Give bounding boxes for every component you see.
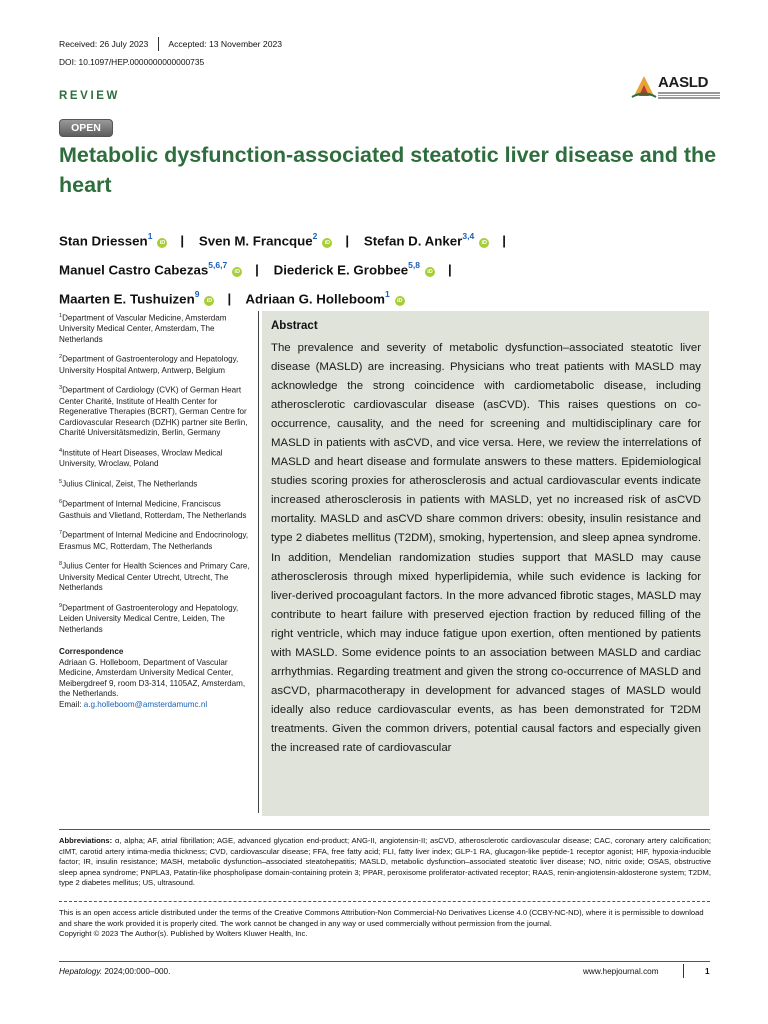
affiliation-item: $^1$Department of Vascular Medicine, Amsterdam University Medical Center, Amsterdam, The Netherlands xyxy=(59,313,227,344)
author-name[interactable]: Manuel Castro Cabezas xyxy=(59,262,209,278)
author-affiliation: 9 xyxy=(194,288,200,299)
journal-name: Hepatology. xyxy=(59,967,103,976)
affiliation-item: $^4$Institute of Heart Diseases, Wroclaw Medical University, Wroclaw, Poland xyxy=(59,447,223,469)
license-text: This is an open access article distributed under the terms of the Creative Commons Attribution-Non Commercial-No Derivatives License 4.0 (CCBY-NC-ND), where it is permissible to download and share the work provided it is properly cited. The work cannot be changed in any way or used commercially without permission from the journal. xyxy=(59,908,704,928)
open-access-badge[interactable]: OPEN xyxy=(59,119,113,137)
section-label: REVIEW xyxy=(59,90,120,102)
abbreviations-label: Abbreviations: xyxy=(59,836,113,845)
orcid-icon[interactable]: iD xyxy=(479,238,489,248)
abbreviations xyxy=(59,836,711,889)
aasld-logo-icon xyxy=(630,72,658,100)
author-affiliation: 5,8 xyxy=(408,259,420,270)
author-name[interactable]: Diederick E. Grobbee xyxy=(273,262,409,278)
column-divider xyxy=(258,311,259,813)
affiliation-item: $^8$Julius Center for Health Sciences and Primary Care, University Medical Center Utrecht, Utrecht, The Netherlands xyxy=(59,561,250,593)
article-dates xyxy=(59,37,282,51)
orcid-icon[interactable]: iD xyxy=(425,267,435,277)
footer-divider xyxy=(59,961,710,962)
author-name[interactable]: Maarten E. Tushuizen xyxy=(59,291,195,307)
divider xyxy=(158,37,159,51)
author-name[interactable]: Stan Driessen xyxy=(59,233,148,249)
citation-details: 2024;00:000–000. xyxy=(102,967,171,976)
correspondence-email xyxy=(59,700,251,711)
author-affiliation: 2 xyxy=(312,231,318,241)
affiliation-item: $^9$Department of Gastroenterology and Hepatology, Leiden University Medical Centre, Leiden, The Netherlands xyxy=(59,602,239,634)
author-affiliation: 3,4 xyxy=(462,231,475,241)
affiliations xyxy=(59,311,251,710)
author-name[interactable]: Stefan D. Anker xyxy=(363,233,463,249)
affiliation-item: $^6$Department of Internal Medicine, Franciscus Gasthuis and Vlietland, Rotterdam, The Netherlands xyxy=(59,499,247,520)
abstract-box xyxy=(262,311,709,816)
journal-url[interactable]: www.hepjournal.com xyxy=(583,967,659,976)
dashed-divider xyxy=(59,901,710,902)
license-block xyxy=(59,908,711,940)
correspondence-heading: Correspondence xyxy=(59,647,124,657)
author-name[interactable]: Sven M. Francque xyxy=(198,233,313,249)
logo-subtext xyxy=(658,92,720,98)
orcid-icon[interactable]: iD xyxy=(204,296,214,306)
correspondence-text: Adriaan G. Holleboom, Department of Vascular Medicine, Amsterdam University Medical Center, Meibergdreef 9, room D3-314, 1105AZ, Amsterdam, the Netherlands. xyxy=(59,657,246,699)
author-name[interactable]: Adriaan G. Holleboom xyxy=(245,291,386,307)
abstract-heading: Abstract xyxy=(271,320,318,332)
email-label: Email: xyxy=(59,699,82,709)
author-affiliation: 5,6,7 xyxy=(208,259,228,270)
logo-text: AASLD xyxy=(658,74,709,91)
page-number: 1 xyxy=(705,967,710,976)
journal-citation xyxy=(59,967,170,976)
copyright-text: Copyright © 2023 The Author(s). Published by Wolters Kluwer Health, Inc. xyxy=(59,929,308,939)
orcid-icon[interactable]: iD xyxy=(322,238,332,248)
doi: DOI: 10.1097/HEP.0000000000000735 xyxy=(59,57,205,67)
author-list: Stan Driessen$^1$iD | Sven M. Francque$^2$iD | Stefan D. Anker$^{3,4}$iD | Manuel Castro Cabezas$^{5,6,7}$iD | Diederick E. Grobbee$^{5,8}$iD | Maarten E. Tushuizen$^9$iD | Adriaan G. Holleboom$^1$iD xyxy=(59,231,506,307)
orcid-icon[interactable]: iD xyxy=(232,267,242,277)
affiliation-item: $^5$Julius Clinical, Zeist, The Netherlands xyxy=(59,478,198,489)
author-affiliation: 1 xyxy=(385,288,390,299)
accepted-date: Accepted: 13 November 2023 xyxy=(168,39,283,49)
abstract-body: The prevalence and severity of metabolic dysfunction–associated steatotic liver disease (MASLD) are increasing. Physicians who treat patients with MASLD may acknowledge the strong coincidence with cardiometabolic disease, including atherosclerotic cardiovascular disease (asCVD). This raises questions on co-occurrence, causality, and the need for screening and multidisciplinary care for MASLD in patients with asCVD, and vice versa. Here, we review the interrelations of MASLD and heart disease and formulate answers to these matters. Epidemiological studies scoring proxies for atherosclerosis and actual cardiovascular events indicate increased atherosclerosis in patients with MASLD, yet no increased risk of asCVD mortality. MASLD and asCVD share common drivers: obesity, insulin resistance and type 2 diabetes mellitus (T2DM), smoking, hypertension, and sleep apnea syndrome. In addition, Mendelian randomization studies support that MASLD may cause atherosclerosis through mixed hyperlipidemia, while such evidence is lacking for liver-derived procoagulant factors. In the more advanced fibrotic stages, MASLD may contribute to heart failure with preserved ejection fraction by reduced filling of the right ventricle, which may induce fatigue upon exertion, often mentioned by patients with MASLD. Some evidence points to an association between MASLD and cardiac arrhythmias. Regarding treatment and given the strong co-occurrence of MASLD and asCVD, pharmacotherapy in development for advanced stages of MASLD would ideally also reduce cardiovascular events, as has been demonstrated for T2DM treatments. Given the common drivers, potential causal factors and especially given the increased rate of cardiovascular xyxy=(271,342,701,754)
affiliation-item: $^3$Department of Cardiology (CVK) of German Heart Center Charité, Institute of Health Center for Regenerative Therapies (BCRT), German Centre for Cardiovascular Research (DZHK) partner site Berlin, Charité Universitätsmedizin, Berlin, Germany xyxy=(59,385,248,438)
email-link[interactable]: a.g.holleboom@amsterdamumc.nl xyxy=(83,699,208,709)
orcid-icon[interactable]: iD xyxy=(395,296,405,306)
orcid-icon[interactable]: iD xyxy=(157,238,167,248)
received-date: Received: 26 July 2023 xyxy=(59,39,149,49)
divider xyxy=(683,964,684,978)
abbreviations-text: α, alpha; AF, atrial fibrillation; AGE, advanced glycation end-product; ANG-II, angiotensin-II; asCVD, atherosclerotic cardiovascular disease; CAC, coronary artery calcification; cIMT, carotid artery intima-media thickness; CVD, cardiovascular disease; FFA, free fatty acid; FLI, fatty liver index; GLP-1 RA, glucagon-like peptide-1 receptor agonist; HIF, hypoxia-inducible factor; IR, insulin resistance; MASH, metabolic dysfunction–associated steatohepatitis; MASLD, metabolic dysfunction–associated steatotic liver disease; NO, nitric oxide; OSAS, obstructive sleep apnea syndrome; PNPLA3, Patatin-like phospholipase domain-containing protein 3; PPAR, peroxisome proliferator-activated receptor; RAAS, renin-angiotensin-aldosterone system; T2DM, type 2 diabetes mellitus; US, ultrasound. xyxy=(59,836,711,888)
affiliation-item: $^7$Department of Internal Medicine and Endocrinology, Erasmus MC, Rotterdam, The Netherlands xyxy=(59,530,249,551)
divider xyxy=(59,829,710,830)
aasld-logo xyxy=(630,72,722,102)
affiliation-item: $^2$Department of Gastroenterology and Hepatology, University Hospital Antwerp, Antwerp, Belgium xyxy=(59,354,239,375)
author-affiliation: 1 xyxy=(147,231,153,241)
article-title: Metabolic dysfunction-associated steatotic liver disease and the heart xyxy=(59,143,717,197)
